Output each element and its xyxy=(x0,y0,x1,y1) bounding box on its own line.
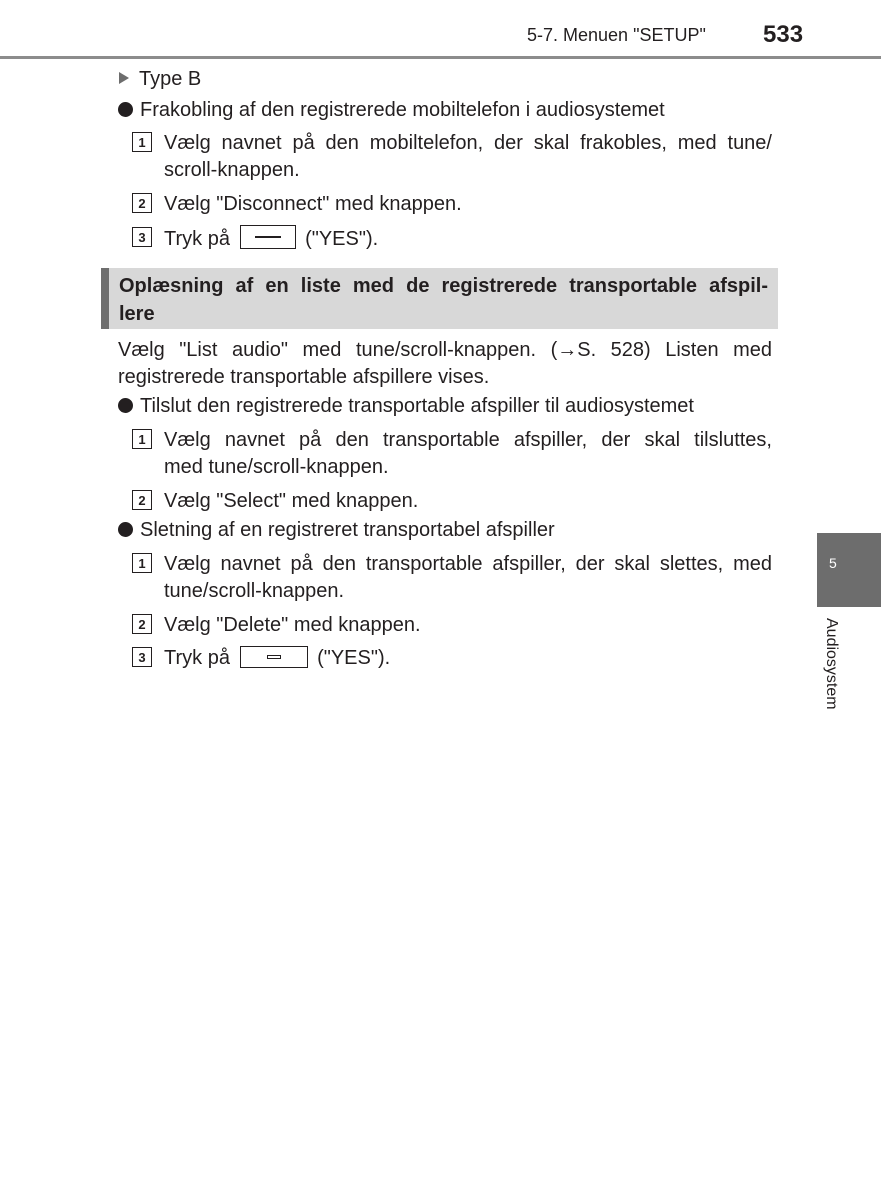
page-number: 533 xyxy=(763,21,804,48)
bullet-text: Frakobling af den registrerede mobiltelefon i audiosystemet xyxy=(140,99,665,121)
header-divider xyxy=(0,56,881,59)
step-text xyxy=(164,551,772,605)
chapter-tab xyxy=(817,533,881,607)
step-text-line: Vælg navnet på den transportable afspiller, der skal tilsluttes, xyxy=(164,429,772,451)
step-number-box: 1 xyxy=(132,553,152,573)
bullet-text: Sletning af en registreret transportabel afspiller xyxy=(140,519,555,541)
triangle-bullet-icon xyxy=(119,72,129,84)
step-text-before: Tryk på xyxy=(164,647,230,669)
chapter-tab-label: Audiosystem xyxy=(823,618,840,710)
step-text-line: tune/scroll-knappen. xyxy=(164,580,345,602)
step-number-box: 3 xyxy=(132,227,152,247)
type-b-label: Type B xyxy=(139,68,202,90)
bullet-icon xyxy=(118,398,133,413)
step-number-box: 2 xyxy=(132,614,152,634)
step-text-after: ("YES"). xyxy=(317,647,391,669)
chapter-header: 5-7. Menuen "SETUP" xyxy=(527,25,706,45)
yes-button-icon xyxy=(240,646,308,668)
step-text: Vælg "Delete" med knappen. xyxy=(164,614,421,636)
step-text-after: ("YES"). xyxy=(305,228,379,250)
type-b-line xyxy=(119,66,201,93)
step-text-line: scroll-knappen. xyxy=(164,159,300,181)
yes-dash-button-icon xyxy=(240,225,296,249)
step-number-box: 2 xyxy=(132,193,152,213)
bullet-connect-player xyxy=(118,393,694,420)
step-text xyxy=(164,225,378,253)
step-text-line: Vælg navnet på den transportable afspiller, der skal slettes, med xyxy=(164,553,772,575)
bullet-text: Tilslut den registrerede transportable afspiller til audiosystemet xyxy=(140,395,694,417)
step-text-line: Vælg navnet på den mobiltelefon, der skal frakobles, med tune/ xyxy=(164,132,772,154)
step-text-line: med tune/scroll-knappen. xyxy=(164,456,389,478)
heading-line: lere xyxy=(119,303,155,325)
bullet-delete-player xyxy=(118,517,555,544)
intro-line: Vælg "List audio" med tune/scroll-knappen. (→S. 528) Listen med xyxy=(118,339,772,361)
step-text xyxy=(164,130,772,184)
step-number-box: 1 xyxy=(132,429,152,449)
bullet-icon xyxy=(118,522,133,537)
bullet-icon xyxy=(118,102,133,117)
step-number-box: 3 xyxy=(132,647,152,667)
intro-paragraph xyxy=(118,337,772,391)
intro-line: registrerede transportable afspillere vises. xyxy=(118,366,490,388)
chapter-tab-number: 5 xyxy=(829,555,837,571)
step-text xyxy=(164,427,772,481)
step-number-box: 1 xyxy=(132,132,152,152)
section-heading xyxy=(101,268,778,329)
step-text-before: Tryk på xyxy=(164,228,230,250)
step-text: Vælg "Select" med knappen. xyxy=(164,490,419,512)
step-text: Vælg "Disconnect" med knappen. xyxy=(164,193,462,215)
heading-line: Oplæsning af en liste med de registrerede transportable afspil- xyxy=(119,275,768,297)
step-text xyxy=(164,645,390,672)
bullet-disconnect-phone xyxy=(118,97,665,124)
step-number-box: 2 xyxy=(132,490,152,510)
